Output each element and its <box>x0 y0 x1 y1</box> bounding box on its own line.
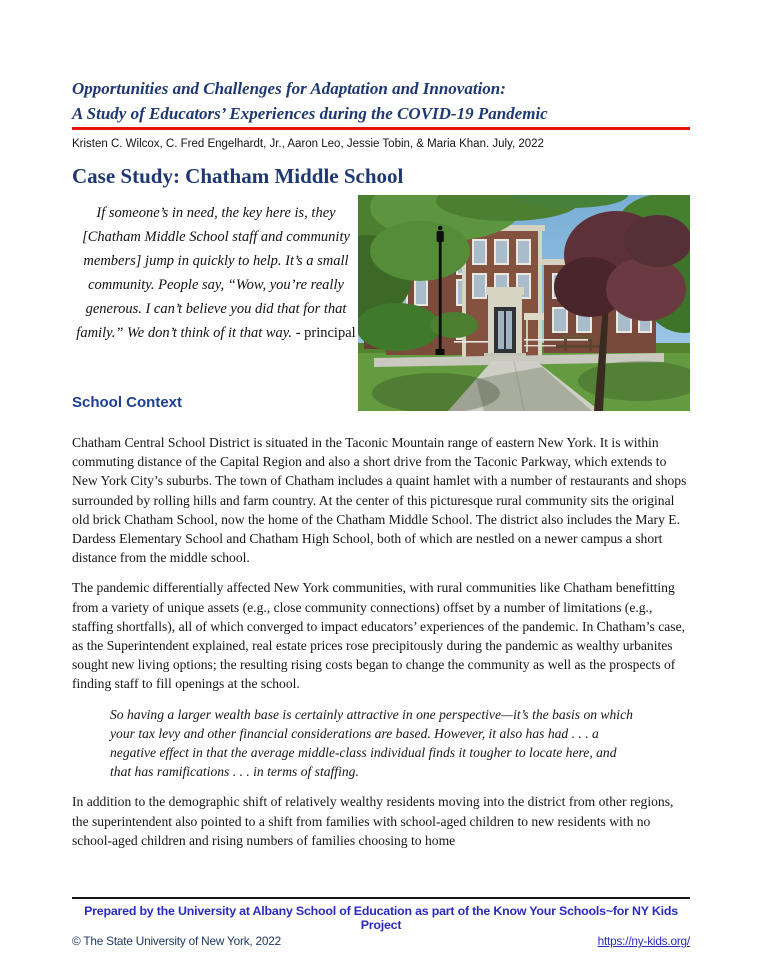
footer-project-line: Prepared by the University at Albany School of Education as part of the Know Your Schools~for NY Kids Project <box>84 904 678 932</box>
pull-quote-attribution: - principal <box>292 325 356 341</box>
pull-quote-text: If someone’s in need, the key here is, they [Chatham Middle School staff and community members] jump in quickly to help. It’s a small community. People say, “Wow, you’re really generous. I can’t believe you did that for that family.” We don’t think of it that way. <box>76 205 350 341</box>
body-paragraph-1: Chatham Central School District is situated in the Taconic Mountain range of eastern New York. It is within commuting distance of the Capital Region and also a short drive from the Taconic Parkway, which extends to New York City’s suburbs. The town of Chatham includes a quaint hamlet with a number of restaurants and shops surrounded by rolling hills and farm country. At the center of this picturesque rural community sits the original old brick Chatham School, now the home of the Chatham Middle School. The district also includes the Mary E. Dardess Elementary School and Chatham High School, both of which are nestled on a newer campus a short distance from the middle school. <box>72 435 687 566</box>
body-paragraph-3: In addition to the demographic shift of relatively wealthy residents moving into the district from other regions, the superintendent also pointed to a shift from families with school-aged children to new residents with no school-aged children and rising numbers of families choosing to home <box>72 794 674 848</box>
report-title-line1: Opportunities and Challenges for Adaptation and Innovation: <box>72 79 506 98</box>
authors-line: Kristen C. Wilcox, C. Fred Engelhardt, Jr., Aaron Leo, Jessie Tobin, & Maria Khan. July, 2022 <box>72 138 544 150</box>
ny-kids-link[interactable]: https://ny-kids.org/ <box>597 934 690 948</box>
school-photo-illustration <box>358 195 690 411</box>
copyright-text: © The State University of New York, 2022 <box>72 934 281 948</box>
school-photo <box>358 195 690 411</box>
case-study-heading: Case Study: Chatham Middle School <box>72 164 404 188</box>
report-title-line2: A Study of Educators’ Experiences during the COVID-19 Pandemic <box>72 104 548 123</box>
red-divider <box>72 127 690 130</box>
footer-meta-row <box>72 934 690 948</box>
report-title <box>72 76 690 126</box>
report-header <box>72 76 690 150</box>
footer-divider <box>72 897 690 899</box>
page-footer <box>72 897 690 948</box>
superintendent-quote: So having a larger wealth base is certainly attractive in one perspective—it’s the basis on which your tax levy and other financial considerations are based. However, it also has had . . . a negative effect in that the average middle-class individual finds it tougher to locate here, and that has ramifications . . . in terms of staffing. <box>110 706 633 780</box>
left-column <box>72 195 358 411</box>
quote-photo-row <box>72 195 690 411</box>
body-paragraph-2: The pandemic differentially affected New York communities, with rural communities like Chatham benefitting from a variety of unique assets (e.g., close community connections) offset by a number of limitations (e.g., staffing shortfalls), all of which converged to impact educators’ experiences of the pandemic. In Chatham’s case, as the Superintendent explained, real estate prices rose precipitously during the pandemic as wealthy urbanites sought new living options; the resulting rising costs began to change the community as well as the prospects of finding staff to fill openings at the school. <box>72 580 686 692</box>
body-text <box>72 433 690 850</box>
principal-pull-quote <box>72 195 358 345</box>
section-heading-school-context: School Context <box>72 394 183 411</box>
